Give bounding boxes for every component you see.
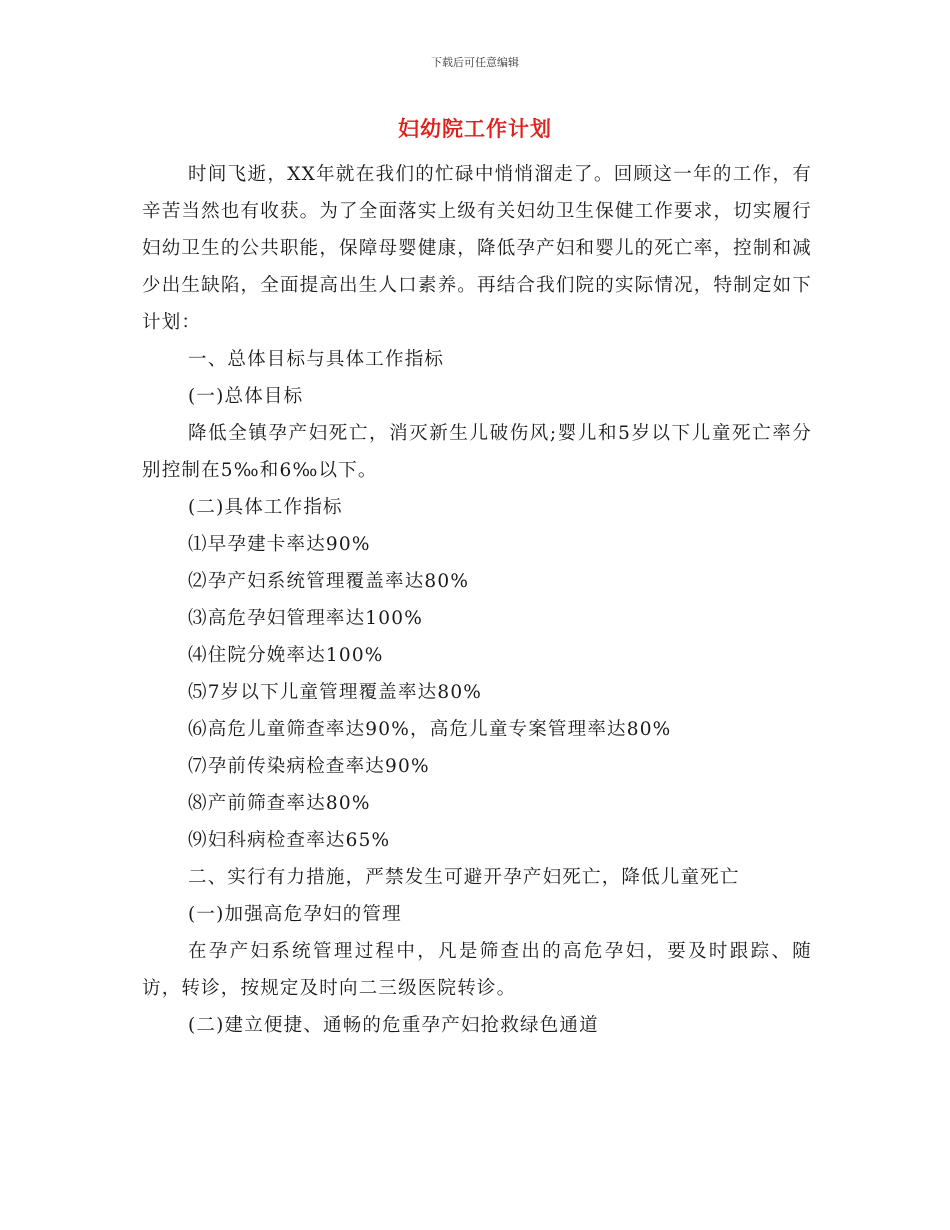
list-item: ⑸7岁以下儿童管理覆盖率达80% [188,682,483,703]
list-item: ⑵孕产妇系统管理覆盖率达80% [188,571,470,592]
subheading-green-channel: (二)建立便捷、通畅的危重孕产妇抢救绿色通道 [188,1015,599,1036]
list-item: ⑻产前筛查率达80% [188,793,371,814]
subheading-indicators: (二)具体工作指标 [188,497,343,518]
paragraph-high-risk: 在孕产妇系统管理过程中，凡是筛查出的高危孕妇，要及时跟踪、随访，转诊，按规定及时向二三级医院转诊。 [142,941,812,999]
list-item: ⑴早孕建卡率达90% [188,534,371,555]
subheading-overall-goal: (一)总体目标 [188,386,304,407]
header-note: 下载后可任意编辑 [431,56,519,69]
subheading-high-risk: (一)加强高危孕妇的管理 [188,904,402,925]
heading-section-1: 一、总体目标与具体工作指标 [188,349,445,370]
paragraph-overall-goal: 降低全镇孕产妇死亡，消灭新生儿破伤风;婴儿和5岁以下儿童死亡率分别控制在5‰和6‰以下。 [142,423,812,481]
list-item: ⑺孕前传染病检查率达90% [188,756,430,777]
list-item: ⑷住院分娩率达100% [188,645,384,666]
paragraph-intro: 时间飞逝，XX年就在我们的忙碌中悄悄溜走了。回顾这一年的工作，有辛苦当然也有收获。为了全面落实上级有关妇幼卫生保健工作要求，切实履行妇幼卫生的公共职能，保障母婴健康，降低孕产妇和婴儿的死亡率，控制和减少出生缺陷，全面提高出生人口素养。再结合我们院的实际情况，特制定如下计划： [142,164,812,333]
list-item: ⑶高危孕妇管理率达100% [188,608,423,629]
list-item: ⑼妇科病检查率达65% [188,830,391,851]
list-item: ⑹高危儿童筛查率达90%，高危儿童专案管理率达80% [188,719,672,740]
heading-section-2: 二、实行有力措施，严禁发生可避开孕产妇死亡，降低儿童死亡 [188,867,740,888]
document-body [142,156,812,1044]
document-title: 妇幼院工作计划 [398,117,552,141]
